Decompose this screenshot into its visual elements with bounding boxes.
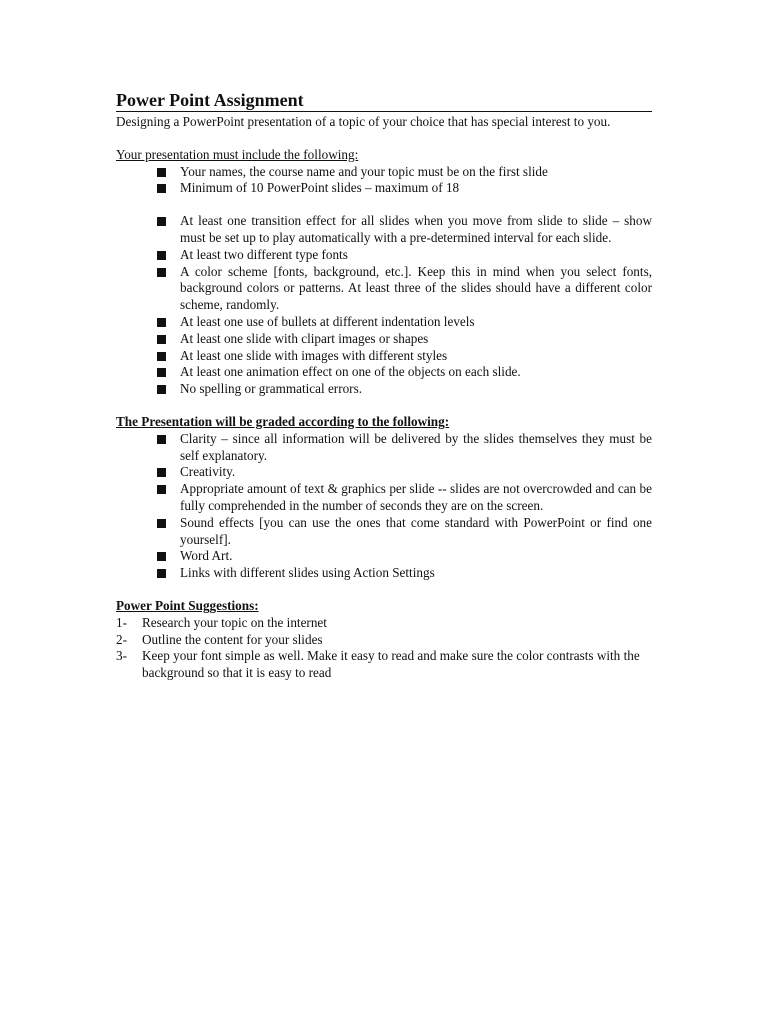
- list-item: Sound effects [you can use the ones that come standard with PowerPoint or find one yourself].: [154, 515, 652, 549]
- suggestions-heading: Power Point Suggestions:: [116, 597, 259, 613]
- list-item: At least one transition effect for all slides when you move from slide to slide – show must be set up to play automatically with a pre-determined interval for each slide.: [154, 213, 652, 247]
- requirements-heading: Your presentation must include the following:: [116, 146, 359, 162]
- square-bullet-icon: [157, 485, 166, 494]
- square-bullet-icon: [157, 435, 166, 444]
- grading-list: [116, 431, 652, 582]
- square-bullet-icon: [157, 184, 166, 193]
- square-bullet-icon: [157, 519, 166, 528]
- page-title: Power Point Assignment: [116, 89, 652, 112]
- list-item: 3- Keep your font simple as well. Make it easy to read and make sure the color contrasts with the background so that it is easy to read: [116, 648, 640, 681]
- square-bullet-icon: [157, 368, 166, 377]
- list-item: No spelling or grammatical errors.: [154, 381, 652, 398]
- list-item: Creativity.: [154, 464, 652, 481]
- list-item: Minimum of 10 PowerPoint slides – maximum of 18: [154, 180, 652, 197]
- intro-paragraph: Designing a PowerPoint presentation of a topic of your choice that has special interest to you.: [116, 114, 611, 129]
- square-bullet-icon: [157, 251, 166, 260]
- list-item: 2- Outline the content for your slides: [116, 631, 323, 647]
- square-bullet-icon: [157, 385, 166, 394]
- list-item: Links with different slides using Action Settings: [154, 565, 652, 582]
- document-content: [116, 89, 652, 682]
- list-item: Your names, the course name and your topic must be on the first slide: [154, 164, 652, 181]
- square-bullet-icon: [157, 168, 166, 177]
- square-bullet-icon: [157, 318, 166, 327]
- list-item: At least two different type fonts: [154, 247, 652, 264]
- list-item: 1- Research your topic on the internet: [116, 614, 327, 630]
- list-item: At least one slide with clipart images or shapes: [154, 331, 652, 348]
- suggestions-list: [116, 615, 652, 682]
- square-bullet-icon: [157, 569, 166, 578]
- square-bullet-icon: [157, 552, 166, 561]
- square-bullet-icon: [157, 217, 166, 226]
- list-item: At least one animation effect on one of the objects on each slide.: [154, 364, 652, 381]
- list-item: A color scheme [fonts, background, etc.]. Keep this in mind when you select fonts, background colors or patterns. At least three of the slides should have a different color scheme, randomly.: [154, 264, 652, 314]
- grading-heading: The Presentation will be graded according to the following:: [116, 413, 450, 429]
- square-bullet-icon: [157, 335, 166, 344]
- square-bullet-icon: [157, 468, 166, 477]
- list-item: At least one use of bullets at different indentation levels: [154, 314, 652, 331]
- square-bullet-icon: [157, 352, 166, 361]
- list-item: Word Art.: [154, 548, 652, 565]
- list-item: At least one slide with images with different styles: [154, 348, 652, 365]
- list-item: Clarity – since all information will be delivered by the slides themselves they must be self explanatory.: [154, 431, 652, 465]
- square-bullet-icon: [157, 268, 166, 277]
- requirements-list: [116, 164, 652, 398]
- list-item: Appropriate amount of text & graphics per slide -- slides are not overcrowded and can be fully comprehended in the number of seconds they are on the screen.: [154, 481, 652, 515]
